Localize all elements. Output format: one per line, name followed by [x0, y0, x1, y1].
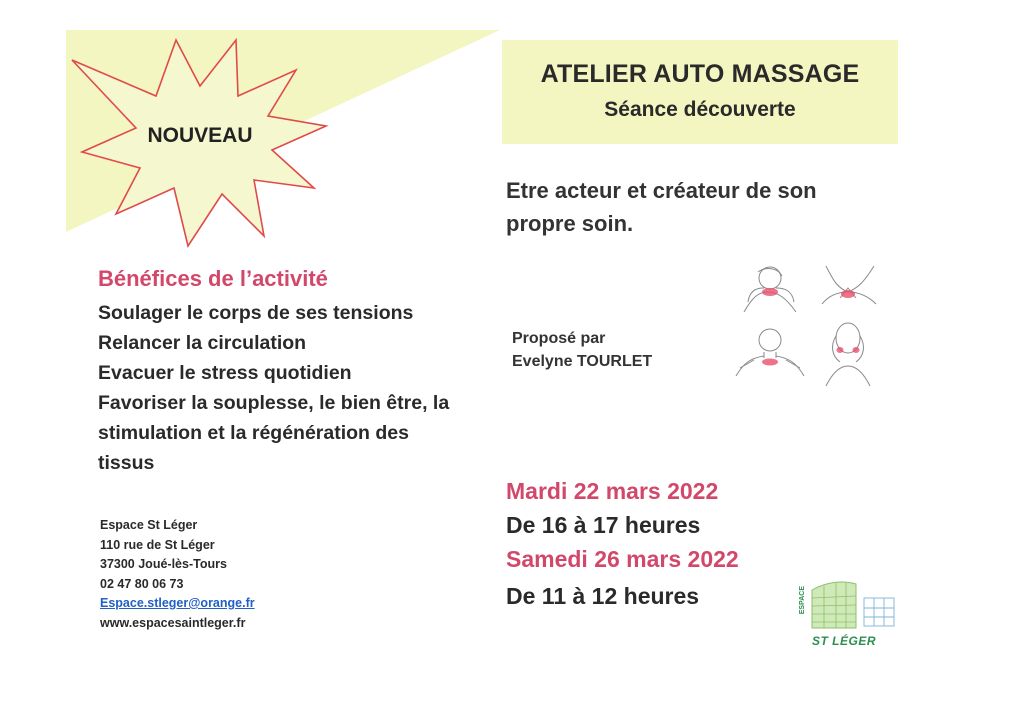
benefits-title: Bénéfices de l’activité — [98, 266, 328, 291]
illustration-face-massage-icon — [826, 323, 870, 386]
tagline-line-2: propre soin. — [506, 211, 634, 236]
tagline-line-1: Etre acteur et créateur de son — [506, 178, 817, 203]
title-highlight-box — [502, 40, 898, 144]
illustration-shoulder-massage-icon — [736, 329, 804, 376]
list-item: Relancer la circulation — [98, 332, 307, 354]
list-item: stimulation et la régénération des — [98, 422, 409, 444]
illustration-neck-massage-icon — [744, 267, 796, 312]
proposed-by-label: Proposé par — [512, 330, 606, 347]
instructor-name: Evelyne TOURLET — [512, 353, 653, 370]
venue-city: 37300 Joué-lès-Tours — [100, 557, 227, 571]
proposed-by — [512, 327, 652, 373]
contact-address — [100, 516, 255, 633]
session-date-2: Samedi 26 mars 2022 — [506, 546, 739, 572]
logo-name: ST LÉGER — [812, 634, 877, 648]
email-link[interactable]: Espace.stleger@orange.fr — [100, 596, 255, 610]
espace-st-leger-logo-icon — [808, 578, 898, 634]
session-hours-1: De 16 à 17 heures — [506, 512, 701, 538]
list-item: Soulager le corps de ses tensions — [98, 302, 414, 324]
tagline — [506, 174, 906, 240]
massage-illustrations — [730, 258, 890, 408]
benefits-list — [98, 298, 518, 478]
venue-name: Espace St Léger — [100, 518, 198, 532]
new-badge-label: NOUVEAU — [147, 124, 253, 147]
page-subtitle: Séance découverte — [604, 98, 796, 121]
list-item: tissus — [98, 452, 155, 474]
list-item: Favoriser la souplesse, le bien être, la — [98, 392, 450, 414]
website-text: www.espacesaintleger.fr — [100, 615, 246, 630]
logo-vertical-label: ESPACE — [799, 586, 806, 615]
illustration-chest-massage-icon — [822, 266, 876, 304]
logo-vertical-text — [798, 586, 808, 617]
session-date-1: Mardi 22 mars 2022 — [506, 478, 719, 504]
list-item: Evacuer le stress quotidien — [98, 362, 352, 384]
venue-phone: 02 47 80 06 73 — [100, 576, 184, 591]
page-title: ATELIER AUTO MASSAGE — [540, 60, 860, 88]
venue-street: 110 rue de St Léger — [100, 537, 215, 552]
session-hours-2: De 11 à 12 heures — [506, 583, 700, 609]
